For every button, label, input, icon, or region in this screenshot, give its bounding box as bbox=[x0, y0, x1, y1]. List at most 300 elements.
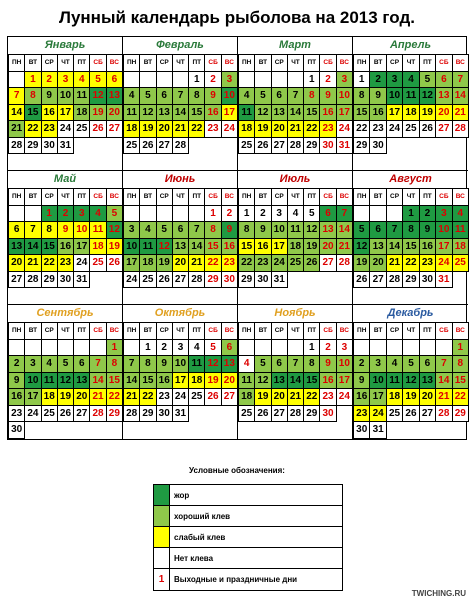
day-cell: 14 bbox=[172, 104, 189, 122]
weekday-header: ПТ bbox=[303, 188, 320, 206]
weekday-header: ПТ bbox=[303, 54, 320, 72]
day-cell: 3 bbox=[386, 71, 403, 89]
weekday-header: ЧТ bbox=[172, 54, 189, 72]
day-cell: 22 bbox=[188, 120, 205, 138]
day-cell: 9 bbox=[369, 87, 386, 105]
day-cell: 16 bbox=[419, 238, 436, 256]
day-cell: 30 bbox=[41, 137, 58, 155]
day-cell: 22 bbox=[41, 254, 58, 272]
day-cell: 4 bbox=[452, 205, 469, 223]
day-cell: 24 bbox=[123, 271, 140, 289]
weekday-header: ВТ bbox=[369, 54, 386, 72]
day-cell: 2 bbox=[353, 355, 370, 373]
day-cell: 11 bbox=[452, 221, 469, 239]
month-name: Июнь bbox=[164, 173, 196, 185]
legend-swatch bbox=[154, 506, 170, 526]
day-cell: 31 bbox=[369, 421, 386, 439]
day-cell: 30 bbox=[369, 137, 386, 155]
day-cell: 18 bbox=[386, 388, 403, 406]
day-cell: 20 bbox=[106, 104, 123, 122]
day-cell: 29 bbox=[402, 271, 419, 289]
day-cell: 7 bbox=[89, 355, 106, 373]
weekday-header: ВТ bbox=[24, 322, 41, 340]
day-cell: 29 bbox=[41, 271, 58, 289]
empty-cell bbox=[123, 71, 140, 89]
weekday-header: СР bbox=[156, 322, 173, 340]
weekday-header: СР bbox=[41, 322, 58, 340]
month-days bbox=[353, 188, 468, 287]
empty-cell bbox=[123, 339, 140, 357]
day-cell: 21 bbox=[452, 104, 469, 122]
empty-cell bbox=[139, 71, 156, 89]
weekday-header: СР bbox=[271, 188, 288, 206]
weekday-header: ВТ bbox=[254, 54, 271, 72]
day-cell: 6 bbox=[8, 221, 25, 239]
day-cell: 4 bbox=[386, 355, 403, 373]
day-cell: 1 bbox=[24, 71, 41, 89]
empty-cell bbox=[238, 339, 255, 357]
day-cell: 22 bbox=[303, 388, 320, 406]
day-cell: 11 bbox=[386, 372, 403, 390]
day-cell: 26 bbox=[106, 254, 123, 272]
month-name: Октябрь bbox=[154, 307, 206, 319]
day-cell: 5 bbox=[402, 355, 419, 373]
day-cell: 21 bbox=[123, 388, 140, 406]
weekday-header: СР bbox=[386, 54, 403, 72]
day-cell: 11 bbox=[89, 221, 106, 239]
day-cell: 6 bbox=[73, 355, 90, 373]
month-days bbox=[8, 188, 122, 287]
day-cell: 26 bbox=[204, 388, 221, 406]
empty-cell bbox=[8, 71, 25, 89]
day-cell: 2 bbox=[254, 205, 271, 223]
day-cell: 21 bbox=[386, 254, 403, 272]
day-cell: 2 bbox=[41, 71, 58, 89]
day-cell: 18 bbox=[238, 388, 255, 406]
day-cell: 28 bbox=[435, 405, 452, 423]
day-cell: 8 bbox=[24, 87, 41, 105]
empty-cell bbox=[402, 339, 419, 357]
day-cell: 7 bbox=[287, 87, 304, 105]
day-cell: 19 bbox=[254, 120, 271, 138]
weekday-header: СР bbox=[156, 54, 173, 72]
day-cell: 24 bbox=[73, 254, 90, 272]
day-cell: 9 bbox=[353, 372, 370, 390]
day-cell: 14 bbox=[336, 221, 353, 239]
day-cell: 9 bbox=[41, 87, 58, 105]
weekday-header: ВТ bbox=[139, 54, 156, 72]
day-cell: 28 bbox=[123, 405, 140, 423]
weekday-header: СБ bbox=[319, 54, 336, 72]
day-cell: 1 bbox=[402, 205, 419, 223]
day-cell: 15 bbox=[402, 238, 419, 256]
day-cell: 16 bbox=[204, 104, 221, 122]
month-days bbox=[238, 54, 352, 153]
day-cell: 31 bbox=[435, 271, 452, 289]
day-cell: 20 bbox=[271, 388, 288, 406]
empty-cell bbox=[156, 71, 173, 89]
day-cell: 18 bbox=[123, 120, 140, 138]
day-cell: 30 bbox=[8, 421, 25, 439]
day-cell: 4 bbox=[41, 355, 58, 373]
day-cell: 6 bbox=[172, 221, 189, 239]
day-cell: 24 bbox=[24, 405, 41, 423]
weekday-header: ЧТ bbox=[57, 188, 74, 206]
day-cell: 4 bbox=[287, 205, 304, 223]
day-cell: 2 bbox=[8, 355, 25, 373]
weekday-header: ПТ bbox=[188, 188, 205, 206]
day-cell: 20 bbox=[8, 254, 25, 272]
day-cell: 7 bbox=[172, 87, 189, 105]
month-days bbox=[8, 54, 122, 153]
day-cell: 21 bbox=[8, 120, 25, 138]
empty-cell bbox=[353, 205, 370, 223]
empty-cell bbox=[41, 339, 58, 357]
legend-label: жор bbox=[174, 490, 190, 500]
day-cell: 30 bbox=[319, 137, 336, 155]
day-cell: 25 bbox=[139, 271, 156, 289]
day-cell: 5 bbox=[106, 205, 123, 223]
day-cell: 12 bbox=[57, 372, 74, 390]
day-cell: 28 bbox=[8, 137, 25, 155]
day-cell: 11 bbox=[139, 238, 156, 256]
day-cell: 24 bbox=[221, 120, 238, 138]
day-cell: 14 bbox=[8, 104, 25, 122]
day-cell: 3 bbox=[24, 355, 41, 373]
day-cell: 18 bbox=[139, 254, 156, 272]
weekday-header: СБ bbox=[204, 188, 221, 206]
weekday-header: СР bbox=[41, 54, 58, 72]
weekday-header: ВС bbox=[106, 188, 123, 206]
day-cell: 25 bbox=[452, 254, 469, 272]
day-cell: 26 bbox=[254, 405, 271, 423]
day-cell: 27 bbox=[73, 405, 90, 423]
legend-label: хороший клев bbox=[174, 511, 231, 521]
day-cell: 6 bbox=[221, 339, 238, 357]
day-cell: 1 bbox=[188, 71, 205, 89]
day-cell: 17 bbox=[435, 238, 452, 256]
weekday-header: ЧТ bbox=[287, 188, 304, 206]
day-cell: 1 bbox=[303, 71, 320, 89]
day-cell: 27 bbox=[319, 254, 336, 272]
day-cell: 23 bbox=[369, 120, 386, 138]
day-cell: 10 bbox=[172, 355, 189, 373]
legend-swatch bbox=[154, 527, 170, 547]
day-cell: 3 bbox=[336, 71, 353, 89]
weekday-header: ЧТ bbox=[402, 188, 419, 206]
day-cell: 15 bbox=[238, 238, 255, 256]
day-cell: 16 bbox=[353, 388, 370, 406]
month-days bbox=[8, 322, 122, 438]
day-cell: 23 bbox=[204, 120, 221, 138]
day-cell: 16 bbox=[254, 238, 271, 256]
day-cell: 13 bbox=[172, 238, 189, 256]
day-cell: 24 bbox=[336, 388, 353, 406]
month-name: Июль bbox=[279, 173, 311, 185]
day-cell: 24 bbox=[336, 120, 353, 138]
day-cell: 3 bbox=[271, 205, 288, 223]
weekday-header: СБ bbox=[89, 188, 106, 206]
day-cell: 10 bbox=[73, 221, 90, 239]
day-cell: 20 bbox=[172, 254, 189, 272]
day-cell: 16 bbox=[41, 104, 58, 122]
day-cell: 17 bbox=[57, 104, 74, 122]
day-cell: 23 bbox=[319, 120, 336, 138]
day-cell: 27 bbox=[369, 271, 386, 289]
weekday-header: ЧТ bbox=[172, 188, 189, 206]
day-cell: 25 bbox=[238, 405, 255, 423]
day-cell: 26 bbox=[402, 405, 419, 423]
day-cell: 14 bbox=[287, 104, 304, 122]
day-cell: 16 bbox=[221, 238, 238, 256]
day-cell: 16 bbox=[156, 372, 173, 390]
day-cell: 1 bbox=[452, 339, 469, 357]
day-cell: 23 bbox=[353, 405, 370, 423]
day-cell: 24 bbox=[386, 120, 403, 138]
day-cell: 11 bbox=[238, 372, 255, 390]
day-cell: 24 bbox=[172, 388, 189, 406]
month-name: Январь bbox=[44, 39, 86, 51]
day-cell: 14 bbox=[452, 87, 469, 105]
day-cell: 4 bbox=[139, 221, 156, 239]
month-name: Май bbox=[53, 173, 77, 185]
day-cell: 10 bbox=[271, 221, 288, 239]
day-cell: 15 bbox=[188, 104, 205, 122]
empty-cell bbox=[188, 205, 205, 223]
day-cell: 26 bbox=[254, 137, 271, 155]
day-cell: 25 bbox=[123, 137, 140, 155]
day-cell: 1 bbox=[238, 205, 255, 223]
month-4 bbox=[353, 37, 468, 171]
day-cell: 1 bbox=[303, 339, 320, 357]
day-cell: 22 bbox=[402, 254, 419, 272]
day-cell: 12 bbox=[303, 221, 320, 239]
day-cell: 6 bbox=[319, 205, 336, 223]
day-cell: 29 bbox=[106, 405, 123, 423]
empty-cell bbox=[139, 205, 156, 223]
day-cell: 23 bbox=[221, 254, 238, 272]
day-cell: 5 bbox=[353, 221, 370, 239]
weekday-header: ВС bbox=[106, 322, 123, 340]
month-days bbox=[123, 188, 237, 287]
day-cell: 18 bbox=[73, 104, 90, 122]
weekday-header: ВТ bbox=[139, 322, 156, 340]
day-cell: 25 bbox=[89, 254, 106, 272]
weekday-header: СБ bbox=[319, 322, 336, 340]
day-cell: 20 bbox=[319, 238, 336, 256]
day-cell: 12 bbox=[254, 104, 271, 122]
day-cell: 15 bbox=[353, 104, 370, 122]
legend-item bbox=[154, 569, 342, 590]
day-cell: 4 bbox=[123, 87, 140, 105]
empty-cell bbox=[254, 71, 271, 89]
day-cell: 23 bbox=[419, 254, 436, 272]
month-days bbox=[238, 322, 352, 421]
day-cell: 30 bbox=[319, 405, 336, 423]
day-cell: 31 bbox=[172, 405, 189, 423]
day-cell: 5 bbox=[89, 71, 106, 89]
weekday-header: ПН bbox=[238, 54, 255, 72]
day-cell: 18 bbox=[89, 238, 106, 256]
weekday-header: ВТ bbox=[254, 188, 271, 206]
day-cell: 7 bbox=[452, 71, 469, 89]
day-cell: 18 bbox=[452, 238, 469, 256]
day-cell: 14 bbox=[24, 238, 41, 256]
calendar-grid bbox=[7, 36, 467, 440]
day-cell: 8 bbox=[41, 221, 58, 239]
day-cell: 29 bbox=[139, 405, 156, 423]
day-cell: 25 bbox=[238, 137, 255, 155]
day-cell: 5 bbox=[419, 71, 436, 89]
day-cell: 11 bbox=[287, 221, 304, 239]
day-cell: 4 bbox=[238, 87, 255, 105]
day-cell: 15 bbox=[303, 104, 320, 122]
day-cell: 5 bbox=[303, 205, 320, 223]
day-cell: 27 bbox=[106, 120, 123, 138]
day-cell: 16 bbox=[369, 104, 386, 122]
day-cell: 20 bbox=[369, 254, 386, 272]
day-cell: 20 bbox=[221, 372, 238, 390]
day-cell: 18 bbox=[238, 120, 255, 138]
legend-item bbox=[154, 548, 342, 569]
weekday-header: СР bbox=[271, 54, 288, 72]
weekday-header: ЧТ bbox=[172, 322, 189, 340]
month-3 bbox=[238, 37, 353, 171]
day-cell: 14 bbox=[89, 372, 106, 390]
empty-cell bbox=[254, 339, 271, 357]
day-cell: 2 bbox=[156, 339, 173, 357]
day-cell: 14 bbox=[435, 372, 452, 390]
page-title: Лунный календарь рыболова на 2013 год. bbox=[59, 8, 415, 27]
day-cell: 25 bbox=[402, 120, 419, 138]
day-cell: 14 bbox=[188, 238, 205, 256]
day-cell: 9 bbox=[8, 372, 25, 390]
day-cell: 20 bbox=[435, 104, 452, 122]
day-cell: 17 bbox=[336, 104, 353, 122]
empty-cell bbox=[238, 71, 255, 89]
day-cell: 29 bbox=[238, 271, 255, 289]
weekday-header: СБ bbox=[89, 322, 106, 340]
day-cell: 23 bbox=[156, 388, 173, 406]
day-cell: 16 bbox=[57, 238, 74, 256]
day-cell: 2 bbox=[221, 205, 238, 223]
weekday-header: СБ bbox=[435, 54, 452, 72]
day-cell: 19 bbox=[139, 120, 156, 138]
day-cell: 17 bbox=[336, 372, 353, 390]
weekday-header: СБ bbox=[204, 322, 221, 340]
day-cell: 3 bbox=[369, 355, 386, 373]
day-cell: 1 bbox=[204, 205, 221, 223]
day-cell: 13 bbox=[419, 372, 436, 390]
legend-swatch bbox=[154, 548, 170, 568]
day-cell: 27 bbox=[271, 137, 288, 155]
day-cell: 31 bbox=[57, 137, 74, 155]
day-cell: 30 bbox=[57, 271, 74, 289]
day-cell: 7 bbox=[386, 221, 403, 239]
empty-cell bbox=[24, 339, 41, 357]
day-cell: 23 bbox=[254, 254, 271, 272]
day-cell: 28 bbox=[24, 271, 41, 289]
weekday-header: ВС bbox=[452, 322, 469, 340]
day-cell: 9 bbox=[204, 87, 221, 105]
weekday-header: ВТ bbox=[369, 322, 386, 340]
month-name: Ноябрь bbox=[274, 307, 316, 319]
day-cell: 28 bbox=[172, 137, 189, 155]
day-cell: 29 bbox=[353, 137, 370, 155]
legend-swatch: 1 bbox=[154, 569, 170, 590]
day-cell: 4 bbox=[73, 71, 90, 89]
day-cell: 27 bbox=[271, 405, 288, 423]
day-cell: 21 bbox=[24, 254, 41, 272]
empty-cell bbox=[156, 205, 173, 223]
day-cell: 15 bbox=[41, 238, 58, 256]
day-cell: 8 bbox=[204, 221, 221, 239]
day-cell: 19 bbox=[156, 254, 173, 272]
day-cell: 27 bbox=[8, 271, 25, 289]
day-cell: 17 bbox=[123, 254, 140, 272]
legend-swatch bbox=[154, 485, 170, 505]
weekday-header: ВС bbox=[336, 322, 353, 340]
day-cell: 11 bbox=[123, 104, 140, 122]
day-cell: 15 bbox=[452, 372, 469, 390]
day-cell: 13 bbox=[106, 87, 123, 105]
day-cell: 30 bbox=[353, 421, 370, 439]
empty-cell bbox=[24, 205, 41, 223]
day-cell: 17 bbox=[73, 238, 90, 256]
day-cell: 14 bbox=[287, 372, 304, 390]
day-cell: 24 bbox=[271, 254, 288, 272]
empty-cell bbox=[369, 339, 386, 357]
day-cell: 15 bbox=[303, 372, 320, 390]
day-cell: 24 bbox=[57, 120, 74, 138]
day-cell: 28 bbox=[287, 405, 304, 423]
weekday-header: СР bbox=[386, 188, 403, 206]
month-days bbox=[353, 322, 468, 438]
day-cell: 7 bbox=[123, 355, 140, 373]
day-cell: 9 bbox=[254, 221, 271, 239]
weekday-header: ПН bbox=[8, 188, 25, 206]
day-cell: 11 bbox=[188, 355, 205, 373]
weekday-header: СБ bbox=[319, 188, 336, 206]
day-cell: 7 bbox=[287, 355, 304, 373]
weekday-header: ВТ bbox=[139, 188, 156, 206]
weekday-header: ЧТ bbox=[287, 54, 304, 72]
month-days bbox=[123, 322, 237, 421]
weekday-header: ПН bbox=[8, 322, 25, 340]
day-cell: 20 bbox=[156, 120, 173, 138]
weekday-header: ПТ bbox=[419, 322, 436, 340]
weekday-header: ПТ bbox=[73, 188, 90, 206]
weekday-header: СР bbox=[156, 188, 173, 206]
weekday-header: СР bbox=[386, 322, 403, 340]
day-cell: 7 bbox=[336, 205, 353, 223]
day-cell: 21 bbox=[172, 120, 189, 138]
day-cell: 6 bbox=[419, 355, 436, 373]
empty-cell bbox=[369, 205, 386, 223]
day-cell: 12 bbox=[156, 238, 173, 256]
day-cell: 6 bbox=[106, 71, 123, 89]
day-cell: 19 bbox=[254, 388, 271, 406]
day-cell: 22 bbox=[106, 388, 123, 406]
month-10 bbox=[123, 305, 238, 439]
empty-cell bbox=[8, 205, 25, 223]
weekday-header: ПТ bbox=[303, 322, 320, 340]
weekday-header: ВТ bbox=[24, 188, 41, 206]
day-cell: 24 bbox=[435, 254, 452, 272]
day-cell: 5 bbox=[254, 355, 271, 373]
empty-cell bbox=[386, 205, 403, 223]
day-cell: 29 bbox=[303, 405, 320, 423]
